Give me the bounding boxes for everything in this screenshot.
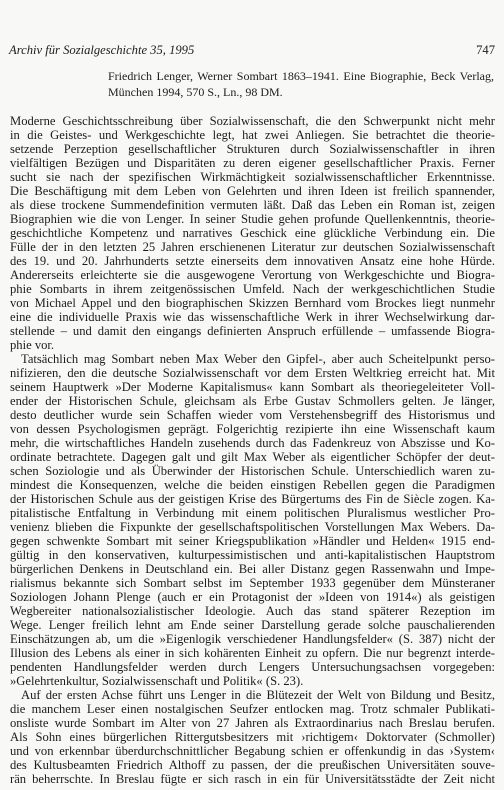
text-line: onsliste wurde Sombart im Alter von 27 Jahren als Extraordinarius nach Breslau berufen. bbox=[10, 716, 495, 730]
text-line: Moderne Geschichtsschreibung über Sozialwissenschaft, die den Schwerpunkt nicht mehr bbox=[10, 114, 495, 128]
text-line: Wegbereiter nationalsozialistischer Ideologie. Auch das stand späterer Rezeption im bbox=[10, 604, 495, 618]
text-line: der Historischen Schule aus der geistigen Krise des Bürgertums des Fin de Siècle zogen. Ka- bbox=[10, 492, 495, 506]
text-line: »Gelehrtenkultur, Sozialwissenschaft und Politik« (S. 23). bbox=[10, 674, 304, 688]
text-line: setzende Perzeption gesellschaftlicher Strukturen durch Sozialwissenschaftler in ihren bbox=[10, 142, 495, 156]
text-line: pendenten Handlungsfelder werden durch Lengers Untersuchungsachsen vorgegeben: bbox=[10, 660, 495, 674]
text-line: Wege. Lenger freilich lehnt am Ende seiner Darstellung gerade solche pauschalierenden bbox=[10, 618, 495, 632]
text-line: Tatsächlich mag Sombart neben Max Weber den Gipfel-, aber auch Scheitelpunkt perso- bbox=[21, 352, 495, 366]
review-body bbox=[10, 114, 495, 786]
text-line: als diese trockene Summendefinition vermuten läßt. Daß das Leben ein Roman ist, zeigen bbox=[10, 198, 495, 212]
citation-line: München 1994, 570 S., Ln., 98 DM. bbox=[108, 85, 283, 99]
text-line: mehr, die wirtschaftliches Handeln zusehends durch das Fadenkreuz von Abszisse und Ko- bbox=[10, 436, 495, 450]
running-head bbox=[9, 42, 495, 58]
text-line: Illusion des Lebens als einer in sich kohärenten Einheit zu opfern. Die nur begrenzt interde- bbox=[10, 646, 495, 660]
text-line: vielfältigen Bezügen und Disparitäten zu deren eigener gesellschaftlicher Praxis. Ferner bbox=[10, 156, 495, 170]
text-line: Andererseits erleichterte sie die ausgewogene Verortung von Werkgeschichte und Biogra- bbox=[10, 268, 495, 282]
text-line: stellende – und damit den eingangs definierten Anspruch erfüllende – umfassende Biogra- bbox=[10, 324, 495, 338]
text-line: rialismus bekannte sich Sombart selbst im September 1933 gegenüber dem Münsteraner bbox=[10, 576, 495, 590]
text-line: gegen schwenkte Sombart mit seiner Kriegspublikation »Händler und Helden« 1915 end- bbox=[10, 534, 495, 548]
text-line: die manchem Leser einen nostalgischen Seufzer entlocken mag. Trotz schmaler Publikati- bbox=[10, 702, 495, 716]
text-line: sucht sie nach der spezifischen Wirkmächtigkeit sozialwissenschaftlicher Erkenntnisse. bbox=[10, 170, 495, 184]
text-line: ordinate betrachtete. Dagegen galt und gilt Max Weber als eigentlicher Schöpfer der deut- bbox=[10, 450, 495, 464]
text-line: von Michael Appel und den biographischen Skizzen Bernhard vom Brockes liegt nunmehr bbox=[10, 296, 495, 310]
paragraph bbox=[10, 352, 495, 688]
text-line: schen Soziologie und als Überwinder der Historischen Schule. Unterschiedlich waren zu- bbox=[10, 464, 495, 478]
text-line: bürgerlichen Denkens in Deutschland ein. Bei aller Distanz gegen Rassenwahn und Impe- bbox=[10, 562, 495, 576]
journal-title: Archiv für Sozialgeschichte 35, 1995 bbox=[9, 43, 195, 57]
text-line: in die Geistes- und Werkgeschichte legt, hat zwei Anliegen. Sie betrachtet die theorie- bbox=[10, 128, 495, 142]
text-line: venienz blieben die Fixpunkte der gesellschaftspolitischen Vorstellungen Max Webers. Da- bbox=[10, 520, 495, 534]
text-line: Fülle der in den letzten 25 Jahren erschienenen Literatur zur deutschen Sozialwissenschaft bbox=[10, 240, 495, 254]
text-line: phie Sombarts in ihrem zeitgenössischen Umfeld. Nach der werkgeschichtlichen Studie bbox=[10, 282, 495, 296]
text-line: eine die individuelle Praxis wie das wissenschaftliche Werk in ihrer Wechselwirkung dar- bbox=[10, 310, 495, 324]
paragraph bbox=[10, 114, 495, 352]
text-line: Biographien wie die von Lenger. In seiner Studie gehen profunde Quellenkenntnis, theorie- bbox=[10, 212, 495, 226]
text-line: Als Sohn eines bürgerlichen Rittergutsbesitzers mit ›richtigem‹ Doktorvater (Schmoller) bbox=[10, 730, 495, 744]
text-line: pitalistische Entfaltung in Verbindung mit einem politischen Pluralismus westlicher Pro- bbox=[10, 506, 495, 520]
text-line: Einschätzungen ab, um die »Eigenlogik verschiedener Handlungsfelder« (S. 387) nicht der bbox=[10, 632, 495, 646]
page-number: 747 bbox=[476, 43, 495, 57]
text-line: Auf der ersten Achse führt uns Lenger in die Blütezeit der Welt von Bildung und Besitz, bbox=[21, 688, 495, 702]
text-line: rän beherrschte. In Breslau fügte er sich rasch in ein für Universitätsstädte der Zeit nicht bbox=[10, 772, 495, 786]
text-line: mindest die Konsequenzen, welche die beiden einstigen Rebellen gegen die Paradigmen bbox=[10, 478, 495, 492]
text-line: und von erkennbar überdurchschnittlicher Begabung schien er offenkundig in das ›System‹ bbox=[10, 744, 495, 758]
text-line: des Kultusbeamten Friedrich Althoff zu passen, der die preußischen Universitäten souve- bbox=[10, 758, 495, 772]
text-line: gültig in den konservativen, kulturpessimistischen und anti-kapitalistischen Hauptstrom bbox=[10, 548, 495, 562]
text-line: phie vor. bbox=[10, 338, 55, 352]
paragraph bbox=[10, 688, 495, 786]
text-line: seinem Hauptwerk »Der Moderne Kapitalismus« kann Sombart als theoriegeleiteter Voll- bbox=[10, 380, 495, 394]
text-line: Die Beschäftigung mit dem Leben von Gelehrten und ihren Ideen ist freilich spannender, bbox=[10, 184, 495, 198]
review-citation bbox=[108, 68, 494, 100]
text-line: desto deutlicher wurde sein Schaffen wieder vom Verstehensbegriff des Historismus und bbox=[10, 408, 495, 422]
text-line: des 19. und 20. Jahrhunderts setzte einerseits dem innovativen Ansatz eine hohe Hürde. bbox=[10, 254, 495, 268]
text-line: geschichtliche Kompetenz und narratives Geschick eine glückliche Verbindung ein. Die bbox=[10, 226, 495, 240]
citation-line: Friedrich Lenger, Werner Sombart 1863–1941. Eine Biographie, Beck Verlag, bbox=[108, 69, 494, 83]
text-line: von dessen Psychologismen geprägt. Folgerichtig rezipierte ihn eine Wissenschaft kaum bbox=[10, 422, 495, 436]
text-line: Soziologen Johann Plenge (auch er ein Protagonist der »Ideen von 1914«) als geistigen bbox=[10, 590, 495, 604]
text-line: nifizieren, den die deutsche Sozialwissenschaft vor dem Ersten Weltkrieg erreicht hat. Mit bbox=[10, 366, 495, 380]
text-line: ender der Historischen Schule, gleichsam als Erbe Gustav Schmollers gelten. Je länger, bbox=[10, 394, 495, 408]
